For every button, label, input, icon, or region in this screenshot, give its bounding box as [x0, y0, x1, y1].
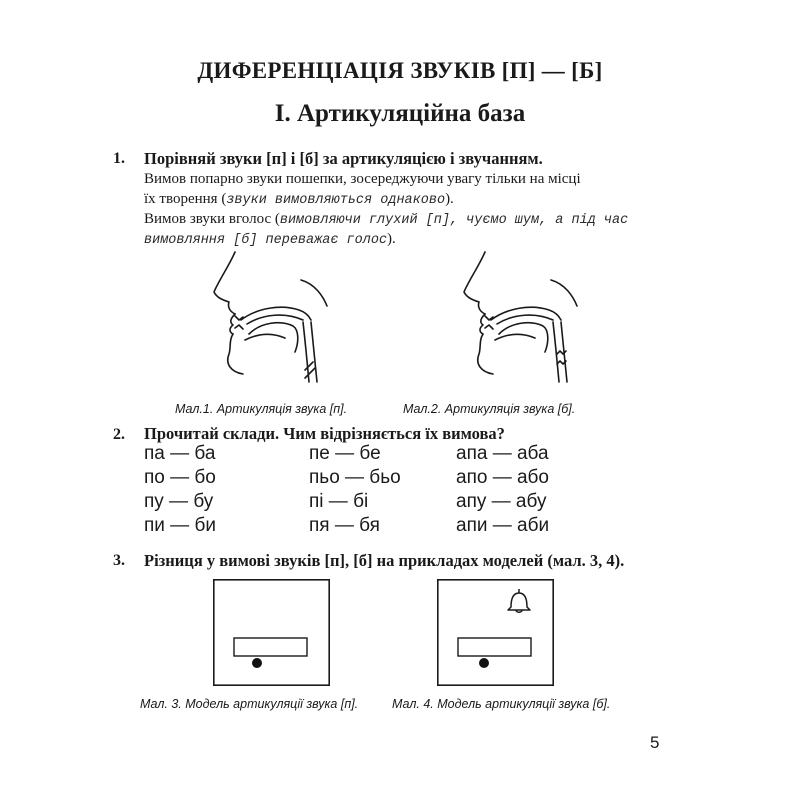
- syllable-pair: пу — бу: [144, 491, 214, 512]
- task-1-line-3: Вимов звуки вголос (вимовляючи глухий [п], чуємо шум, а під час: [144, 211, 629, 228]
- task-1-line-2: їх творення (звуки вимовляються однаково).: [144, 191, 454, 208]
- dot-marker: [479, 658, 489, 668]
- model-p-figure: [213, 579, 330, 686]
- model-b-figure: [437, 579, 554, 686]
- task-3-number: 3.: [113, 552, 125, 569]
- articulation-p-figure: [205, 250, 335, 390]
- syllable-pair: пе — бе: [309, 443, 381, 464]
- task-1-number: 1.: [113, 150, 125, 167]
- task-2-heading: Прочитай склади. Чим відрізняється їх вимова?: [144, 424, 505, 443]
- task-1-heading: Порівняй звуки [п] і [б] за артикуляцією і звучанням.: [144, 149, 543, 168]
- section-title: І. Артикуляційна база: [274, 100, 526, 127]
- syllable-pair: пьо — бьо: [309, 467, 401, 488]
- dot-marker: [252, 658, 262, 668]
- task-3-heading: Різниця у вимові звуків [п], [б] на прикладах моделей (мал. 3, 4).: [144, 551, 625, 570]
- caption-fig-3: Мал. 3. Модель артикуляції звука [п].: [140, 697, 359, 711]
- caption-fig-2: Мал.2. Артикуляція звука [б].: [403, 402, 576, 416]
- caption-fig-1: Мал.1. Артикуляція звука [п].: [175, 402, 348, 416]
- syllable-pair: апи — аби: [456, 515, 550, 536]
- syllable-pair: пя — бя: [309, 515, 380, 536]
- bell-icon: [508, 589, 530, 612]
- caption-fig-4: Мал. 4. Модель артикуляції звука [б].: [392, 697, 611, 711]
- tongue-bar: [234, 638, 307, 656]
- syllable-pair: апа — аба: [456, 443, 549, 464]
- tongue-bar: [458, 638, 531, 656]
- syllable-pair: по — бо: [144, 467, 216, 488]
- syllable-pair: па — ба: [144, 443, 216, 464]
- task-2-number: 2.: [113, 426, 125, 443]
- syllable-pair: пі — бі: [309, 491, 369, 512]
- task-1-line-4: вимовляння [б] переважає голос).: [144, 231, 396, 248]
- articulation-b-figure: [455, 250, 585, 390]
- page-title: ДИФЕРЕНЦІАЦІЯ ЗВУКІВ [П] — [Б]: [197, 58, 603, 83]
- page-number: 5: [650, 733, 660, 752]
- syllable-pair: пи — би: [144, 515, 216, 536]
- syllable-pair: апу — абу: [456, 491, 547, 512]
- task-1-line-1: Вимов попарно звуки пошепки, зосереджуючи увагу тільки на місці: [144, 171, 581, 187]
- syllable-pair: апо — або: [456, 467, 549, 488]
